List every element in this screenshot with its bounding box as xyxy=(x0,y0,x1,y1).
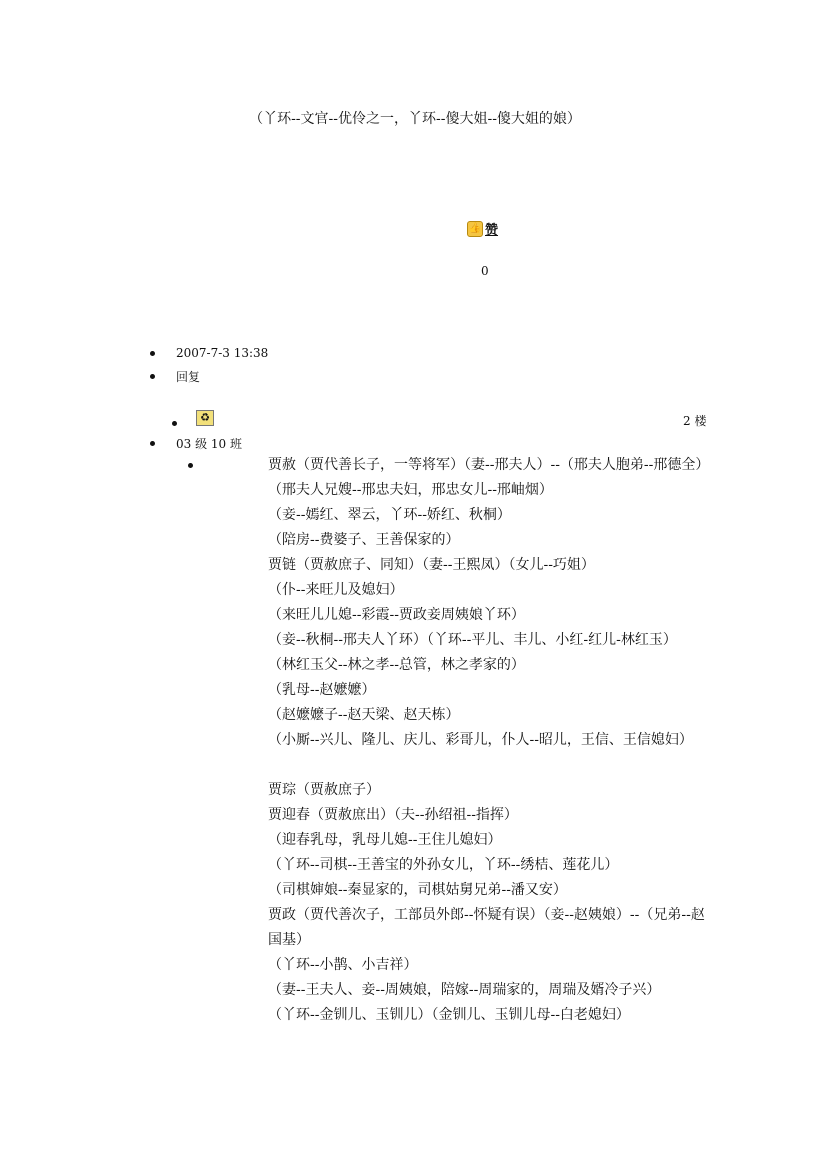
bullet-icon xyxy=(188,463,193,468)
content-line: （仆--来旺儿及媳妇） xyxy=(268,582,404,598)
content-line: （妾--嫣红、翠云，丫环--娇红、秋桐） xyxy=(268,507,511,523)
content-line: （迎春乳母，乳母儿媳--王住儿媳妇） xyxy=(268,832,502,848)
intro-line: （丫环--文官--优伶之一，丫环--傻大姐--傻大姐的娘） xyxy=(249,111,581,127)
content-line: 贾琮（贾赦庶子） xyxy=(268,782,380,798)
content-line: 贾链（贾赦庶子、同知）（妻--王熙凤）（女儿--巧姐） xyxy=(268,557,595,573)
bullet-icon xyxy=(150,374,155,379)
content-line: （陪房--费婆子、王善保家的） xyxy=(268,532,460,548)
content-line: （丫环--小鹊、小吉祥） xyxy=(268,957,418,973)
content-line: （司棋婶娘--秦显家的，司棋姑舅兄弟--潘又安） xyxy=(268,882,567,898)
content-line: （妻--王夫人、妾--周姨娘，陪嫁--周瑞家的，周瑞及婿冷子兴） xyxy=(268,982,661,998)
thumbs-up-icon: 👍 xyxy=(467,221,483,237)
bullet-icon xyxy=(172,421,177,426)
content-line: （妾--秋桐--邢夫人丫环）（丫环--平儿、丰儿、小红-红儿-林红玉） xyxy=(268,632,677,648)
content-line: （乳母--赵嬷嬷） xyxy=(268,682,376,698)
bullet-icon xyxy=(150,351,155,356)
content-line: （丫环--金钏儿、玉钏儿）（金钏儿、玉钏儿母--白老媳妇） xyxy=(268,1007,630,1023)
content-line: （邢夫人兄嫂--邢忠夫妇，邢忠女儿--邢岫烟） xyxy=(268,482,553,498)
bullet-icon xyxy=(150,441,155,446)
content-line: 贾赦（贾代善长子，一等将军）（妻--邢夫人）--（邢夫人胞弟--邢德全） xyxy=(268,457,710,473)
user-avatar-icon[interactable]: ♻ xyxy=(196,410,214,426)
post-author: 03 级 10 班 xyxy=(176,437,242,451)
like-count: 0 xyxy=(481,264,489,278)
post-content xyxy=(268,453,710,1028)
content-line: （赵嬷嬷子--赵天梁、赵天栋） xyxy=(268,707,460,723)
content-line: （林红玉父--林之孝--总管，林之孝家的） xyxy=(268,657,525,673)
content-line: （来旺儿儿媳--彩霞--贾政妾周姨娘丫环） xyxy=(268,607,525,623)
content-line: （丫环--司棋--王善宝的外孙女儿，丫环--绣桔、莲花儿） xyxy=(268,857,619,873)
content-line: 贾迎春（贾赦庶出）（夫--孙绍祖--指挥） xyxy=(268,807,518,823)
reply-link[interactable]: 回复 xyxy=(176,370,201,384)
like-label[interactable]: 赞 xyxy=(485,223,499,238)
content-line: 贾政（贾代善次子，工部员外郎--怀疑有误）（妾--赵姨娘）--（兄弟--赵国基） xyxy=(268,907,705,948)
post-datetime: 2007-7-3 13:38 xyxy=(176,346,269,360)
floor-number: 2 楼 xyxy=(683,414,707,428)
like-button[interactable] xyxy=(467,219,498,238)
blank-line xyxy=(268,753,710,778)
content-line: （小厮--兴儿、隆儿、庆儿、彩哥儿，仆人--昭儿，王信、王信媳妇） xyxy=(268,732,693,748)
